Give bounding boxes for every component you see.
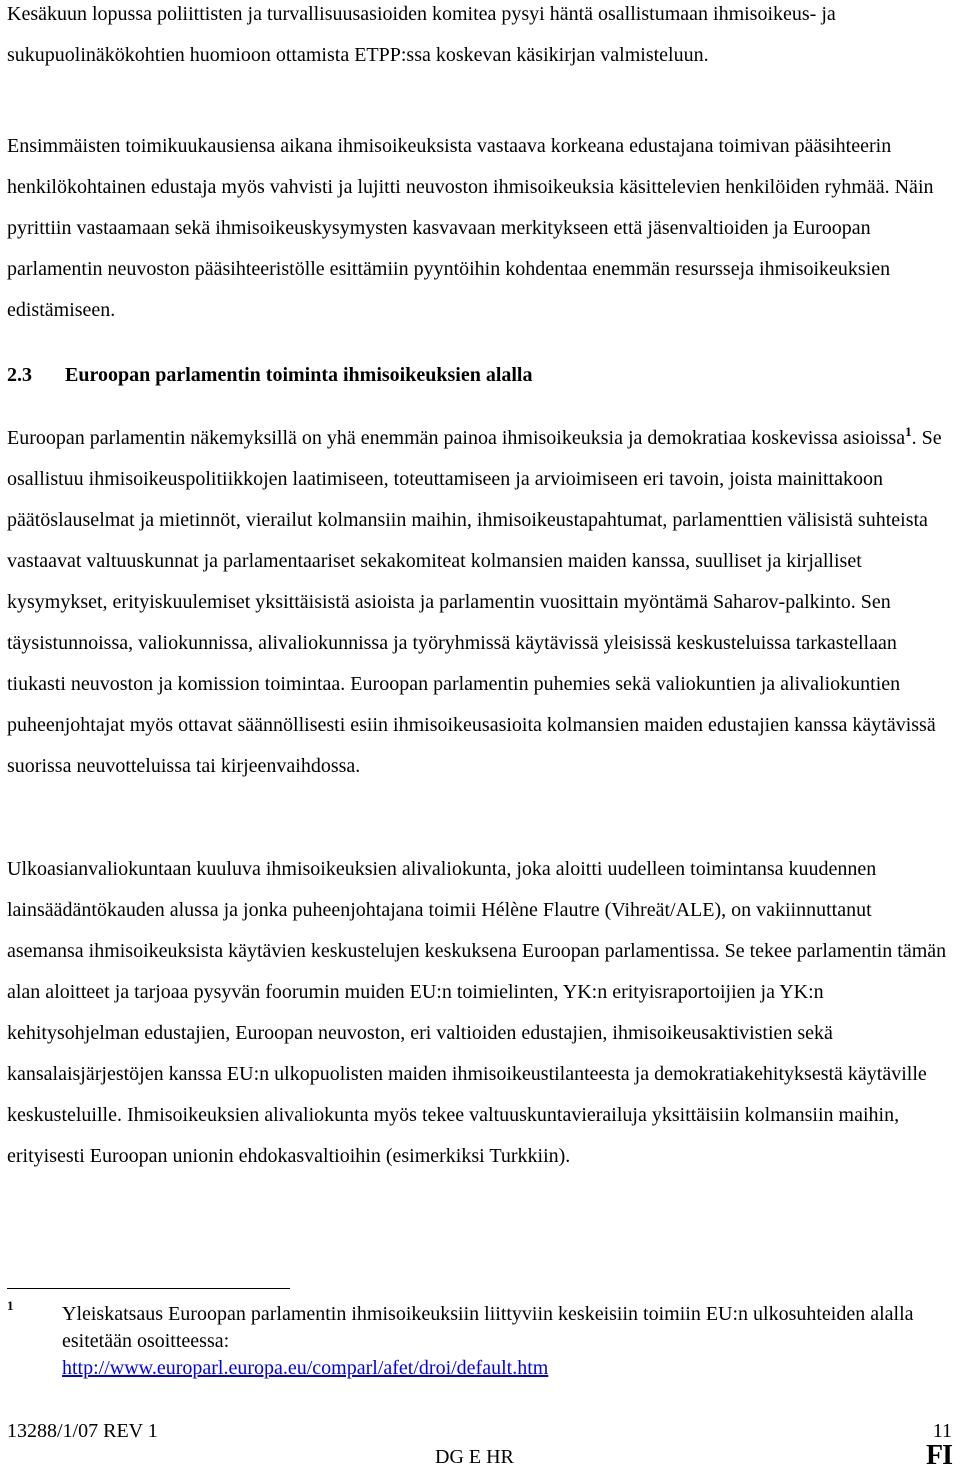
paragraph-parliament-part2: . Se osallistuu ihmisoikeuspolitiikkojen laatimiseen, toteuttamiseen ja arvioimiseen eri tavoin, joista mainittakoon päätöslauselmat ja mietinnöt, vierailut kolmansiin maihin, ihmisoikeustapahtumat, parlamenttien välisistä suhteista vastaavat valtuuskunnat ja parlamentaariset sekakomiteat kolmansien maiden kanssa, suulliset ja kirjalliset kysymykset, erityiskuulemiset yksittäisistä asioista ja parlamentin vuosittain myöntämä Saharov-palkinto. Sen täysistunnoissa, valiokunnissa, alivaliokunnissa ja työryhmissä käytävissä yleisissä keskusteluissa tarkastellaan tiukasti neuvoston ja komission toimintaa. Euroopan parlamentin puhemies sekä valiokuntien ja alivaliokuntien puheenjohtajat myös ottavat säännöllisesti esiin ihmisoikeusasioita kolmansien maiden edustajien kanssa käytävissä suorissa neuvotteluissa tai kirjeenvaihdossa. (7, 427, 942, 777)
directorate-code: DG E HR (435, 1446, 514, 1468)
footnote-link[interactable]: http://www.europarl.europa.eu/comparl/afet/droi/default.htm (62, 1357, 549, 1379)
paragraph-parliament (7, 418, 952, 787)
footnote-reference[interactable]: 1 (905, 424, 912, 439)
document-reference: 13288/1/07 REV 1 (7, 1420, 158, 1442)
page-number: 11 (932, 1420, 952, 1442)
language-code: FI (926, 1440, 952, 1471)
paragraph-representative: Ensimmäisten toimikuukausiensa aikana ihmisoikeuksista vastaava korkeana edustajana toimivan pääsihteerin henkilökohtainen edustaja myös vahvisti ja lujitti neuvoston ihmisoikeuksia käsittelevien henkilöiden ryhmää. Näin pyrittiin vastaamaan sekä ihmisoikeuskysymysten kasvavaan merkitykseen että jäsenvaltioiden ja Euroopan parlamentin neuvoston pääsihteeristölle esittämiin pyyntöihin kohdentaa enemmän resursseja ihmisoikeuksien edistämiseen. (7, 135, 934, 321)
footnote-divider (7, 1288, 290, 1289)
section-number: 2.3 (7, 364, 32, 386)
paragraph-parliament-part1: Euroopan parlamentin näkemyksillä on yhä enemmän painoa ihmisoikeuksia ja demokratiaa koskevissa asioissa (7, 427, 906, 449)
footnote-marker: 1 (7, 1298, 14, 1313)
section-heading (7, 360, 533, 390)
footnote-body: Yleiskatsaus Euroopan parlamentin ihmisoikeuksiin liittyviin keskeisiin toimiin EU:n ulkosuhteiden alalla esitetään osoitteessa: (62, 1303, 914, 1352)
section-title: Euroopan parlamentin toiminta ihmisoikeuksien alalla (65, 364, 533, 386)
paragraph-intro: Kesäkuun lopussa poliittisten ja turvallisuusasioiden komitea pysyi häntä osallistumaan ihmisoikeus- ja sukupuolinäkökohtien huomioon ottamista ETPP:ssa koskevan käsikirjan valmisteluun. (7, 3, 836, 66)
paragraph-subcommittee: Ulkoasianvaliokuntaan kuuluva ihmisoikeuksien alivaliokunta, joka aloitti uudelleen toimintansa kuudennen lainsäädäntökauden alussa ja jonka puheenjohtajana toimii Hélène Flautre (Vihreät/ALE), on vakiinnuttanut asemansa ihmisoikeuksista käytävien keskustelujen keskuksena Euroopan parlamentissa. Se tekee parlamentin tämän alan aloitteet ja tarjoaa pysyvän foorumin muiden EU:n toimielinten, YK:n erityisraportoijien ja YK:n kehitysohjelman edustajien, Euroopan neuvoston, eri valtioiden edustajien, ihmisoikeusaktivistien sekä kansalaisjärjestöjen kanssa EU:n ulkopuolisten maiden ihmisoikeustilanteesta ja demokratiakehityksestä käytäville keskusteluille. Ihmisoikeuksien alivaliokunta myös tekee valtuuskuntavierailuja yksittäisiin kolmansiin maihin, erityisesti Euroopan unionin ehdokasvaltioihin (esimerkiksi Turkkiin). (7, 858, 947, 1167)
footnote-text (62, 1301, 942, 1382)
